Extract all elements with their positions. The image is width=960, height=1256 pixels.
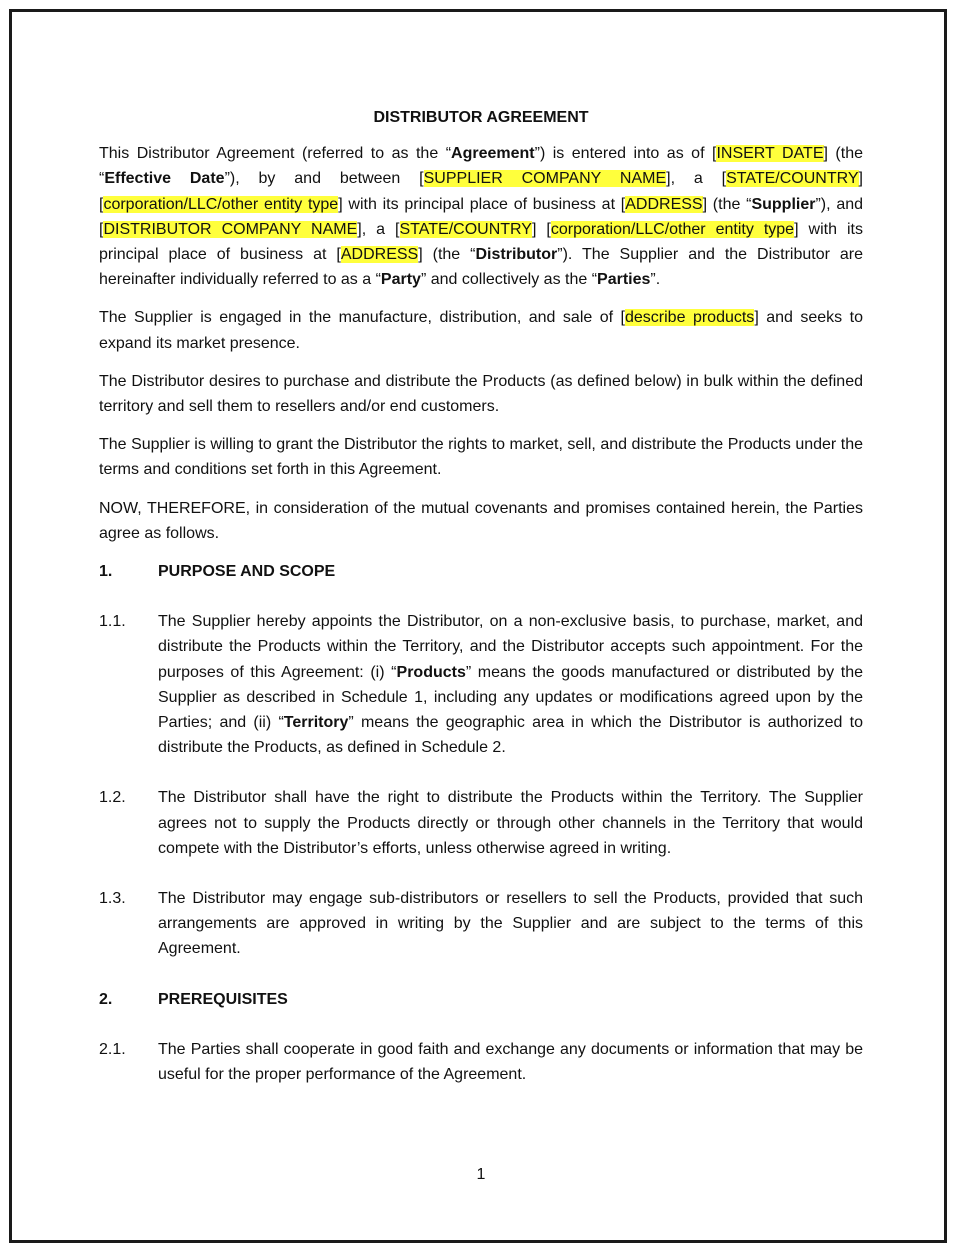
placeholder-distributor-name: DISTRIBUTOR COMPANY NAME: [103, 220, 358, 238]
section-number: 1.: [99, 563, 113, 581]
recital-text: The Supplier is engaged in the manufacture, distribution, and sale of [: [99, 309, 625, 327]
intro-text: ”), and [: [99, 195, 864, 238]
intro-text: ], a [: [666, 170, 727, 188]
clause-number: 1.1.: [99, 613, 126, 631]
recital-paragraph: [99, 305, 863, 355]
defined-term-supplier: Supplier: [751, 195, 816, 213]
clause-text: The Distributor shall have the right to distribute the Products within the Territory. The Supplier agrees not to supply the Products directly or through other channels in the Territory that would compete with the Distributor’s efforts, unless otherwise agreed in writing.: [158, 789, 863, 857]
clause-number: 1.2.: [99, 789, 126, 807]
defined-term-effective-date: Effective Date: [104, 170, 225, 188]
placeholder-entity-type: corporation/LLC/other entity type: [103, 195, 339, 213]
clause-number: 2.1.: [99, 1040, 126, 1058]
intro-text: ] with its principal place of business at [: [338, 195, 626, 213]
defined-term-party: Party: [380, 271, 421, 289]
clause-text: The Parties shall cooperate in good faith and exchange any documents or information that may be useful for the proper performance of the Agreement.: [158, 1040, 863, 1084]
intro-text: ] (the “: [99, 145, 863, 188]
defined-term-territory: Territory: [283, 714, 349, 732]
placeholder-describe-products: describe products: [625, 309, 755, 327]
section-number: 2.: [99, 990, 113, 1008]
intro-text: ] (the “: [418, 246, 476, 264]
intro-text: ] (the “: [702, 195, 752, 213]
section-title: PURPOSE AND SCOPE: [158, 563, 336, 581]
section-heading: [99, 559, 863, 584]
clause-text-part: ” means the goods manufactured or distributed by the Supplier as described in Schedule 1, including any updates or modifications agreed upon by the Parties; and (ii) “: [158, 663, 863, 732]
recital-text: ] and seeks to expand its market presence.: [99, 309, 863, 352]
intro-text: ” and collectively as the “: [420, 271, 598, 289]
placeholder-entity-type: corporation/LLC/other entity type: [550, 220, 795, 238]
intro-text: ] [: [99, 170, 863, 213]
defined-term-products: Products: [396, 663, 466, 681]
recital-paragraph: The Supplier is willing to grant the Distributor the rights to market, sell, and distribute the Products under the terms and conditions set forth in this Agreement.: [99, 436, 863, 479]
clause: [99, 785, 863, 861]
section-heading: [99, 987, 863, 1012]
clause-text: [158, 609, 863, 760]
defined-term-distributor: Distributor: [475, 246, 558, 264]
clause-text: The Distributor may engage sub-distributors or resellers to sell the Products, provided that such arrangements are approved in writing by the Supplier and are subject to the terms of this Agreement.: [158, 890, 863, 958]
document-page: [9, 9, 947, 1243]
defined-term-parties: Parties: [597, 271, 651, 289]
clause-number: 1.3.: [99, 890, 126, 908]
placeholder-address: ADDRESS: [625, 195, 703, 213]
intro-text: ], a [: [357, 220, 400, 238]
section-title: PREREQUISITES: [158, 990, 288, 1008]
placeholder-supplier-name: SUPPLIER COMPANY NAME: [423, 170, 667, 188]
placeholder-insert-date: INSERT DATE: [716, 145, 824, 163]
intro-text: ”), by and between [: [224, 170, 424, 188]
clause: [99, 886, 863, 962]
clause-text-part: ” means the geographic area in which the Distributor is authorized to distribute the Products, as defined in Schedule 2.: [158, 714, 864, 757]
placeholder-address: ADDRESS: [340, 246, 419, 264]
clause-text-part: The Supplier hereby appoints the Distributor, on a non-exclusive basis, to purchase, market, and distribute the Products within the Territory, and the Distributor accepts such appointment. For the purposes of this Agreement: (i) “: [158, 613, 863, 681]
recital-paragraph: NOW, THEREFORE, in consideration of the mutual covenants and promises contained herein, the Parties agree as follows.: [99, 499, 863, 542]
page-number: 1: [476, 1166, 486, 1183]
clause: [99, 1037, 863, 1087]
intro-text: ”). The Supplier and the Distributor are hereinafter individually referred to as a “: [99, 246, 864, 289]
recital-paragraph: The Distributor desires to purchase and distribute the Products (as defined below) in bulk within the defined territory and sell them to resellers and/or end customers.: [99, 372, 863, 416]
intro-text: ”) is entered into as of [: [534, 145, 717, 163]
placeholder-state-country: STATE/COUNTRY: [399, 220, 532, 238]
intro-text: ] with its principal place of business at [: [99, 220, 863, 264]
placeholder-state-country: STATE/COUNTRY: [726, 170, 859, 188]
intro-text: This Distributor Agreement (referred to as the “: [99, 145, 452, 163]
intro-text: ”.: [650, 271, 661, 289]
defined-term-agreement: Agreement: [451, 145, 535, 163]
clause: [99, 609, 863, 760]
intro-paragraph: [99, 141, 863, 292]
intro-text: ] [: [531, 220, 551, 238]
document-title: DISTRIBUTOR AGREEMENT: [373, 109, 589, 126]
document-body: [99, 105, 863, 1112]
